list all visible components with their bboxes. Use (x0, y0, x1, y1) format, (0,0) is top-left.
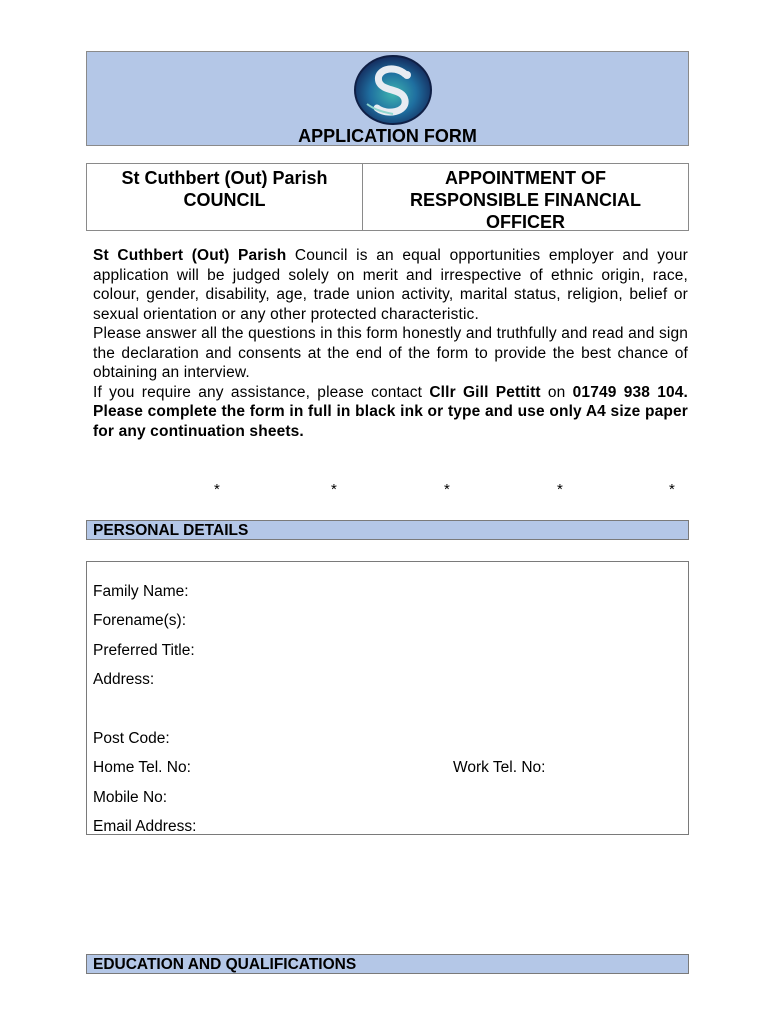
position-line1: APPOINTMENT OF (445, 168, 606, 188)
council-name-line2: COUNCIL (183, 190, 266, 210)
assistance-text: If you require any assistance, please contact (93, 383, 430, 401)
council-name-cell (87, 164, 363, 230)
separator-star: * (557, 481, 563, 498)
parish-crest-logo (353, 54, 433, 126)
honesty-paragraph: Please answer all the questions in this form honestly and truthfully and read and sign the declaration and consents at the end of the form to provide the best chance of obtaining an interview. (93, 325, 688, 381)
email-field[interactable]: Email Address: (93, 818, 197, 835)
personal-details-heading: PERSONAL DETAILS (86, 520, 689, 540)
council-name-inline: St Cuthbert (Out) Parish (93, 247, 287, 264)
family-name-field[interactable]: Family Name: (93, 583, 189, 600)
separator-star: * (331, 481, 337, 498)
contact-phone-instructions: 01749 938 104. Please complete the form in full in black ink or type and use only A4 size paper for any continuation sheets. (93, 383, 688, 440)
position-line2: RESPONSIBLE FINANCIAL (409, 190, 641, 210)
intro-text (93, 246, 688, 441)
contact-name: Cllr Gill Pettitt (429, 383, 541, 401)
post-code-field[interactable]: Post Code: (93, 730, 170, 747)
home-tel-field[interactable]: Home Tel. No: (93, 759, 191, 776)
assistance-on-text: on (540, 383, 573, 401)
education-heading: EDUCATION AND QUALIFICATIONS (86, 954, 689, 974)
equal-opportunities-paragraph (93, 246, 688, 324)
position-title-cell (363, 164, 688, 230)
personal-details-box (86, 561, 689, 835)
star-separator (0, 481, 770, 501)
equal-opportunities-text: Council is an equal opportunities employer and your application will be judged solely on merit and irrespective of ethnic origin, race, colour, gender, disability, age, trade union activity, marital status, religion, belief or sexual orientation or any other protected characteristic. (93, 247, 688, 323)
mobile-field[interactable]: Mobile No: (93, 789, 168, 806)
council-name-line1: St Cuthbert (Out) Parish (121, 168, 328, 188)
separator-star: * (214, 481, 220, 498)
work-tel-field[interactable]: Work Tel. No: (453, 759, 546, 776)
assistance-paragraph (93, 383, 688, 442)
address-field[interactable]: Address: (93, 671, 155, 688)
form-title: APPLICATION FORM (298, 126, 477, 146)
separator-star: * (669, 481, 675, 498)
preferred-title-field[interactable]: Preferred Title: (93, 642, 195, 659)
form-header (86, 51, 689, 146)
separator-star: * (444, 481, 450, 498)
forenames-field[interactable]: Forename(s): (93, 612, 187, 629)
council-position-table (86, 163, 689, 231)
position-line3: OFFICER (486, 212, 565, 232)
